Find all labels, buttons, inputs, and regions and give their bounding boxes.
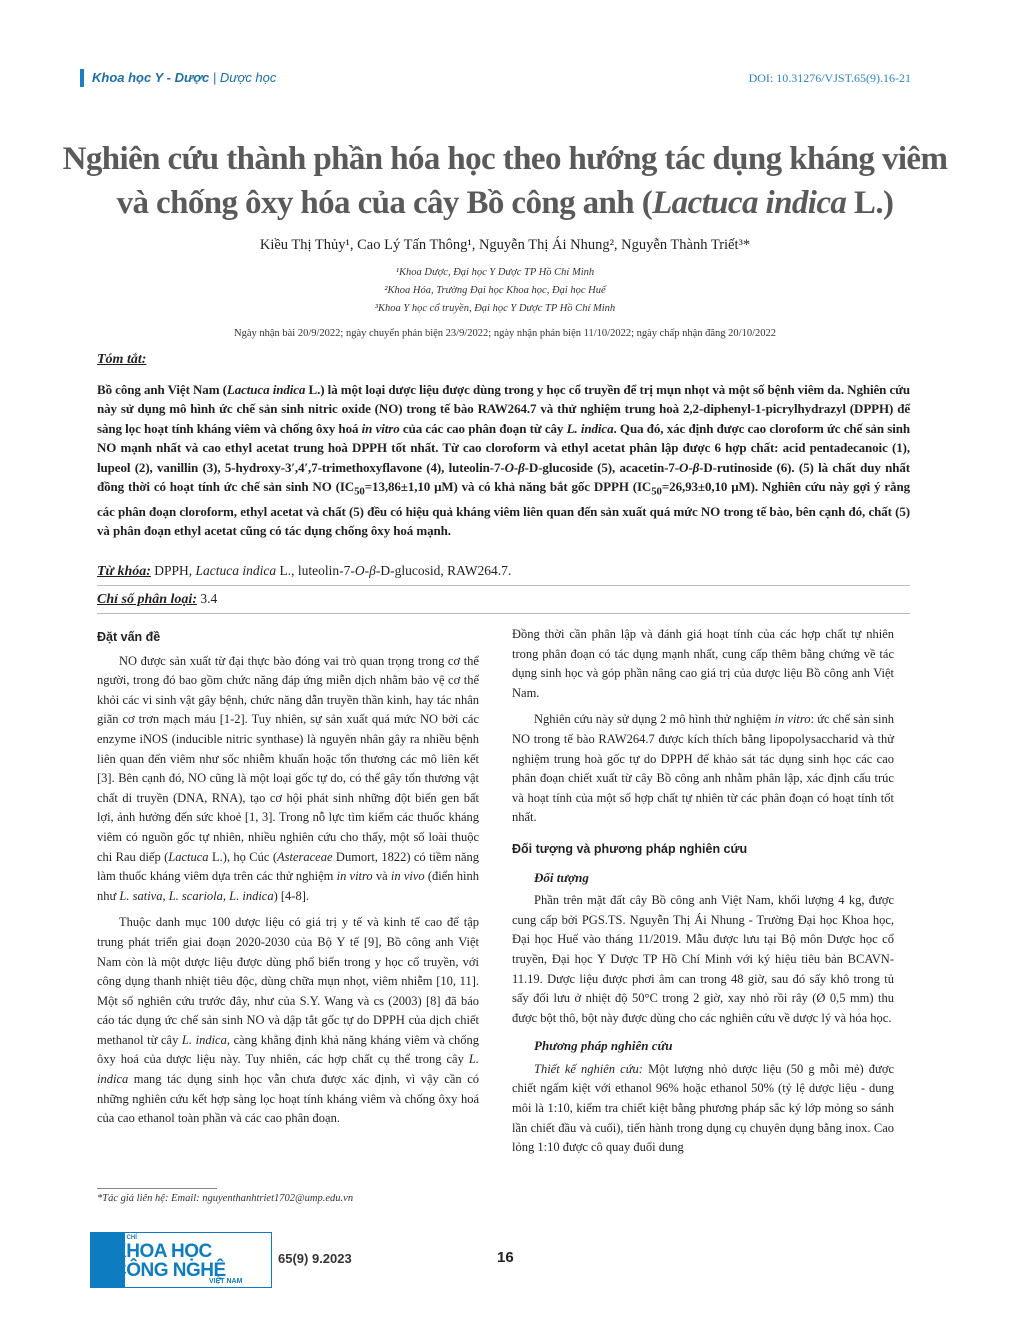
divider [97, 613, 910, 614]
classification-index: Chỉ số phân loại: 3.4 [97, 591, 218, 607]
abstract-text: Bồ công anh Việt Nam (Lactuca indica L.) là một loại dược liệu được dùng trong y học cổ truyền để trị mụn nhọt và một số bệnh viêm da. Nghiên cứu này sử dụng mô hình ức chế sản sinh nitric oxide (NO) trong tế bào RAW264.7 và thử nghiệm trung hoà 2,2-diphenyl-1-picrylhydrazyl (DPPH) để sàng lọc hoạt tính kháng viêm và chống ôxy hoá in vitro của các cao phân đoạn từ cây L. indica. Qua đó, xác định được cao cloroform ức chế sản sinh NO mạnh nhất và cao ethyl acetat trung hoà DPPH tốt nhất. Từ cao cloroform và ethyl acetat phân lập được 6 hợp chất: acid pentadecanoic (1), lupeol (2), vanillin (3), 5-hydroxy-3′,4′,7-trimethoxyflavone (4), luteolin-7-O-β-D-glucoside (5), acacetin-7-O-β-D-rutinoside (6). (5) là chất duy nhất đồng thời có hoạt tính ức chế sản sinh NO ($IC_{50}=13,86\pm 1,10$ μM) và có khả năng bắt gốc DPPH ($IC_{50}=26,93\pm 0,10$ μM). Nghiên cứu này gợi ý rằng các phân đoạn cloroform, ethyl acetat và chất (5) đều có hiệu quả kháng viêm liên quan đến sản xuất quá mức NO trong tế bào, bên cạnh đó, chất (5) và phân đoạn ethyl acetat cũng có tác dụng chống ôxy hoá mạnh. [97, 382, 911, 539]
journal-logo [90, 1232, 272, 1288]
author-list: Kiều Thị Thủy¹, Cao Lý Tấn Thông¹, Nguyễn Thị Ái Nhung², Nguyễn Thành Triết³* [259, 237, 751, 253]
logo-small-text: TẠP CHÍ [113, 1235, 137, 1241]
paragraph: Thuộc danh mục 100 dược liệu có giá trị y tế và kinh tế cao để tập trung phát triển giai đoạn 2020-2030 của Bộ Y tế [9], Bồ công anh Việt Nam còn là một dược liệu được dùng phổ biến trong y học cổ truyền, với công dụng thanh nhiệt tiêu độc, dùng chữa mụn nhọt, viêm nhiễm [10, 11]. Một số nghiên cứu trước đây, như của S.Y. Wang và cs (2003) [8] đã báo cáo tác dụng ức chế sản sinh NO và dập tắt gốc tự do DPPH của dịch chiết methanol từ cây L. indica, càng khẳng định khả năng kháng viêm và chống ôxy hoá của dược liệu này. Tuy nhiên, các hợp chất cụ thể trong cây L. indica mang tác dụng sinh học vẫn chưa được xác định, vì vậy cần có những nghiên cứu kết hợp sàng lọc hoạt tính kháng viêm và chống ôxy hoá của cao ethanol toàn phần và các cao phân đoạn. [97, 915, 480, 1126]
journal-section: Khoa học Y - Dược | Dược học [92, 70, 277, 85]
right-column [512, 625, 894, 1158]
subheading-subject: Đối tượng [534, 869, 589, 885]
affiliation-1: ¹Khoa Dược, Đại học Y Dược TP Hồ Chí Minh [395, 267, 595, 278]
header-accent-bar [80, 69, 84, 87]
article-title: Nghiên cứu thành phần hóa học theo hướng tác dụng kháng viêm và chống ôxy hóa của cây Bồ công anh (Lactuca indica L.) [62, 141, 948, 221]
doi-link[interactable]: DOI: 10.31276/VJST.65(9).16-21 [748, 71, 911, 85]
submission-dates: Ngày nhận bài 20/9/2022; ngày chuyển phản biện 23/9/2022; ngày nhận phản biện 11/10/2022; ngày chấp nhận đăng 20/10/2022 [233, 328, 776, 339]
divider [97, 585, 910, 586]
paragraph: NO được sản xuất từ đại thực bào đóng vai trò quan trọng trong cơ thể người, trong đó bao gồm chức năng đáp ứng miễn dịch nhằm bảo vệ cơ thể khỏi các vi sinh vật gây bệnh, chức năng dẫn truyền thần kinh, hay tác nhân giãn cơ trơn mạch máu [1-2]. Tuy nhiên, sự sản xuất quá mức NO bởi các enzyme iNOS (inducible nitric synthase) là nguyên nhân gây ra nhiều bệnh liên quan đến viêm như sốc nhiễm khuẩn hoặc tổn thương các mô liên kết [3]. Bên cạnh đó, NO cũng là một loại gốc tự do, có thể gây tổn thương vật chất di truyền (DNA, RNA), tạo cơ hội phát sinh những đột biến gen bất lợi, ảnh hưởng đến sức khoẻ [1, 3]. Trong nỗ lực tìm kiếm các thuốc kháng viêm có nguồn gốc tự nhiên, nhiều nghiên cứu cho thấy, một số loài thuộc chi Rau diếp (Lactuca L.), họ Cúc (Asteraceae Dumort, 1822) có tiềm năng làm thuốc kháng viêm dựa trên các thử nghiệm in vitro và in vivo (điển hình như L. sativa, L. scariola, L. indica) [4-8]. [97, 653, 479, 903]
logo-country: VIỆT NAM [209, 1278, 243, 1285]
abstract-label: Tóm tắt: [97, 352, 147, 367]
logo-line-1: KHOA HỌC [113, 1241, 212, 1262]
page-number: 16 [497, 1249, 514, 1266]
left-column [97, 628, 479, 1129]
section-heading-methods: Đối tượng và phương pháp nghiên cứu [512, 841, 748, 856]
affiliation-3: ³Khoa Y học cổ truyền, Đại học Y Dược TP Hồ Chí Minh [374, 303, 616, 314]
paragraph: Phần trên mặt đất cây Bồ công anh Việt Nam, khối lượng 4 kg, được cung cấp bởi PGS.TS. Nguyễn Thị Ái Nhung - Trường Đại học Khoa học, Đại học Huế vào tháng 11/2019. Mẫu được lưu tại Bộ môn Dược học cổ truyền, Đại học Y Dược TP Hồ Chí Minh với ký hiệu tiêu bản BCAVN-11.19. Dược liệu được phơi âm can trong 48 giờ, sau đó sấy khô trong tủ sấy đối lưu ở nhiệt độ 50°C trong 2 giờ, xay nhỏ rồi rây (Ø 0,5 mm) thu được bột thô, bột này được dùng cho các nghiên cứu về dược lý và hóa học. [512, 893, 894, 1025]
section-heading-intro: Đặt vấn đề [97, 630, 161, 644]
issue-number: 65(9) 9.2023 [278, 1251, 352, 1266]
paragraph: Thiết kế nghiên cứu: Một lượng nhỏ dược liệu (50 g mỗi mẻ) được chiết ngấm kiệt với ethanol 96% hoặc ethanol 50% (tỷ lệ dược liệu - dung môi là 1:10, kiểm tra chiết kiệt bằng phương pháp sắc ký lớp mỏng so sánh lần chiết đầu và cuối), tiến hành trong dụng cụ chuyên dụng bằng inox. Cao lỏng 1:10 được cô quay đuổi dung [512, 1061, 894, 1155]
paragraph: Nghiên cứu này sử dụng 2 mô hình thử nghiệm in vitro: ức chế sản sinh NO trong tế bào RAW264.7 được kích thích bằng lipopolysaccharid và thử nghiệm trung hoà gốc tự do DPPH để khảo sát tác dụng sinh học các cao phân đoạn chiết xuất từ cây Bồ công anh nhằm phân lập, xác định cấu trúc và hoạt tính của một số hợp chất tự nhiên từ các phân đoạn có hoạt tính tốt nhất. [512, 712, 894, 825]
keywords: Từ khóa: DPPH, Lactuca indica L., luteolin-7-O-β-D-glucosid, RAW264.7. [97, 563, 512, 579]
corresponding-author-note: *Tác giả liên hệ: Email: nguyenthanhtriet1702@ump.edu.vn [97, 1193, 354, 1204]
footnote-divider [97, 1188, 217, 1189]
paragraph: Đồng thời cần phân lập và đánh giá hoạt tính của các hợp chất tự nhiên trong phân đoạn có tác dụng mạnh nhất, cung cấp thêm bằng chứng về tác dụng sinh học và góp phần nâng cao giá trị của dược liệu Bồ công anh Việt Nam. [512, 627, 894, 700]
affiliation-2: ²Khoa Hóa, Trường Đại học Khoa học, Đại học Huế [384, 285, 606, 296]
logo-line-2: CÔNG NGHỆ [113, 1260, 226, 1281]
subheading-method: Phương pháp nghiên cứu [534, 1038, 673, 1054]
